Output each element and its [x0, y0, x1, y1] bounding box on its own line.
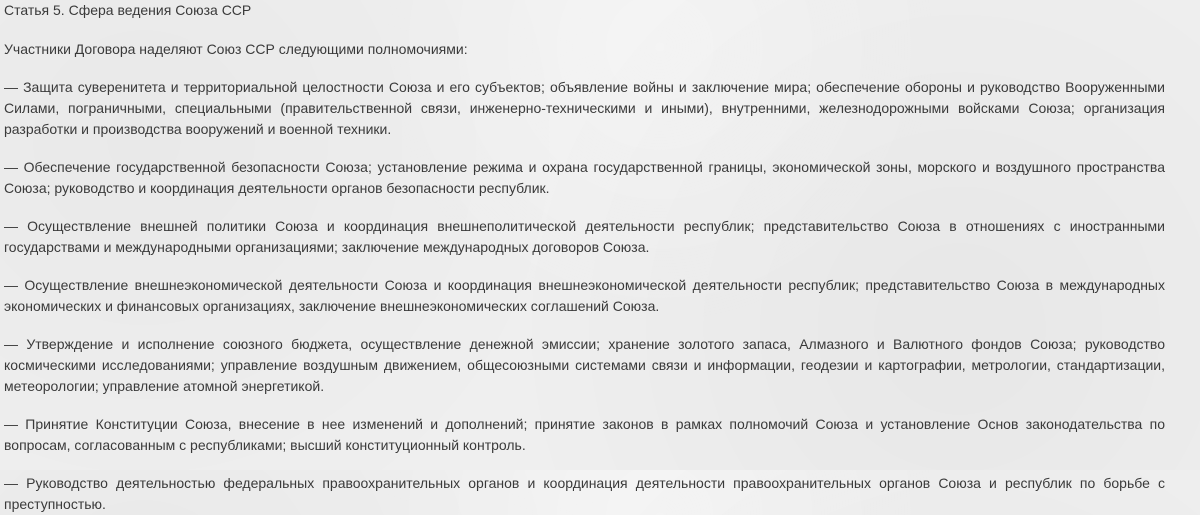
clause-state-security: — Обеспечение государственной безопасности Союза; установление режима и охрана государственной границы, экономической зоны, морского и воздушного пространства Союза; руководство и координация деятельности органов безопасности республик. — [4, 159, 1165, 196]
article-intro: Участники Договора наделяют Союз ССР следующими полномочиями: — [4, 41, 468, 57]
article-title: Статья 5. Сфера ведения Союза ССР — [4, 2, 252, 18]
clause-law-enforcement: — Руководство деятельностью федеральных правоохранительных органов и координация деятельности правоохранительных органов Союза и республик по борьбе с преступностью. — [4, 475, 1165, 512]
clause-constitution-and-laws: — Принятие Конституции Союза, внесение в нее изменений и дополнений; принятие законов в рамках полномочий Союза и установление Основ законодательства по вопросам, согласованным с республиками; высший конституционный контроль. — [4, 416, 1165, 453]
clause-foreign-policy: — Осуществление внешней политики Союза и координация внешнеполитической деятельности республик; представительство Союза в отношениях с иностранными государствами и международными организациями; заключение международных договоров Союза. — [4, 218, 1165, 255]
clause-foreign-economic-activity: — Осуществление внешнеэкономической деятельности Союза и координация внешнеэкономической деятельности республик; представительство Союза в международных экономических и финансовых организациях, заключение внешнеэкономических соглашений Союза. — [4, 277, 1165, 314]
clause-budget-and-finance: — Утверждение и исполнение союзного бюджета, осуществление денежной эмиссии; хранение золотого запаса, Алмазного и Валютного фондов Союза; руководство космическими исследованиями; управление воздушным движением, общесоюзными системами связи и информации, геодезии и картографии, метрологии, стандартизации, метеорологии; управление атомной энергетикой. — [4, 336, 1165, 394]
clause-defense: — Защита суверенитета и территориальной целостности Союза и его субъектов; объявление войны и заключение мира; обеспечение обороны и руководство Вооруженными Силами, пограничными, специальными (правительственной связи, инженерно-техническими и иными), внутренними, железнодорожными войсками Союза; организация разработки и производства вооружений и военной техники. — [4, 79, 1165, 137]
article-body — [4, 0, 1165, 515]
